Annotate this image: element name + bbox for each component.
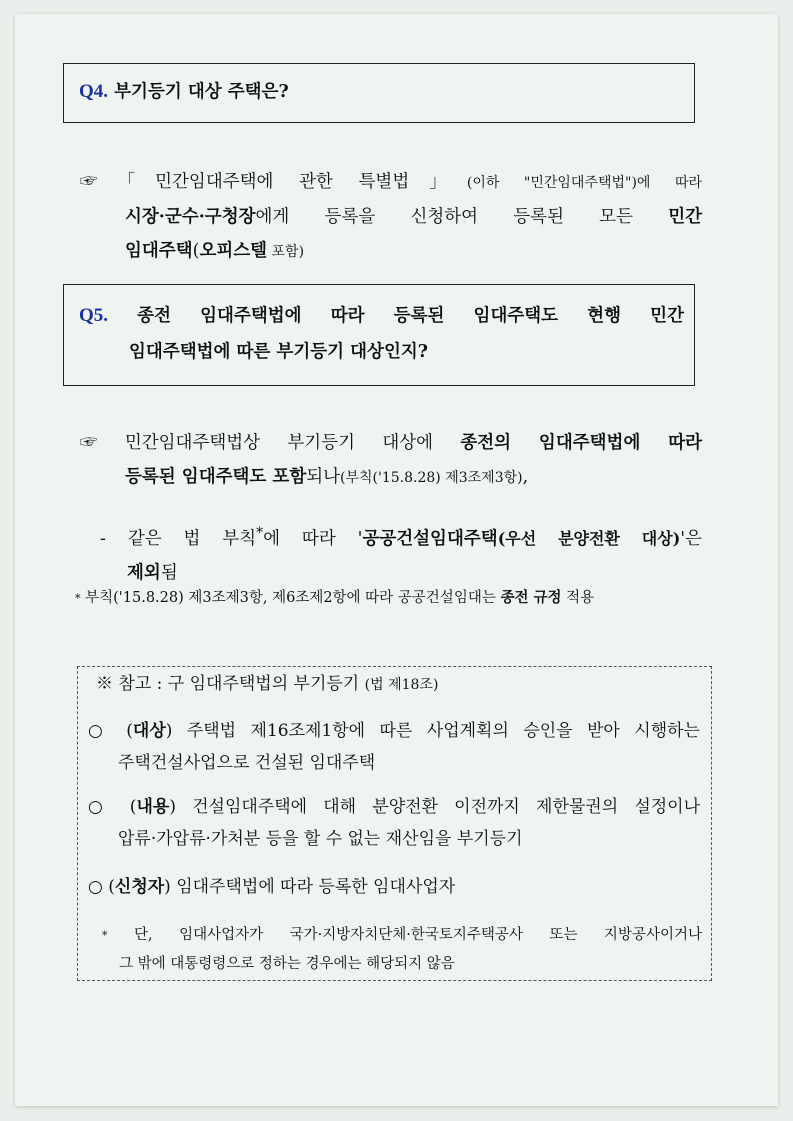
sub-line xyxy=(100,516,702,556)
law-name: 「민간임대주택에 관한 특별법」 xyxy=(97,172,467,192)
sub-text: 됨 xyxy=(160,562,178,583)
answer-line xyxy=(80,426,702,460)
answer-text: ( xyxy=(192,241,200,261)
pointing-hand-icon: ☞ xyxy=(80,433,98,453)
reference-mark-icon: ※ xyxy=(96,674,113,694)
answer-line xyxy=(80,460,702,495)
question-text: 부기등기 대상 주택은? xyxy=(108,82,289,102)
question-box-q5 xyxy=(63,284,695,386)
footnote-text: 부칙('15.8.28) 제3조제3항, 제6조제2항에 따라 공공건설임대는 xyxy=(80,590,501,606)
bold-text: 제외 xyxy=(127,562,161,583)
answer-line xyxy=(80,234,702,269)
answer-text: 에게 등록을 신청하여 등록된 모든 xyxy=(255,207,669,227)
question-line xyxy=(79,298,684,334)
reference-citation: (법 제18조) xyxy=(364,677,439,693)
item-line: 주택건설사업으로 건설된 임대주택 xyxy=(118,753,376,773)
reference-item xyxy=(88,871,700,903)
sub-text: 에 따라 ' xyxy=(263,528,363,549)
answer-line xyxy=(80,200,702,234)
question-number: Q5. xyxy=(79,305,109,326)
note-line: 그 밖에 대통령령으로 정하는 경우에는 해당되지 않음 xyxy=(119,956,455,972)
bold-text: 임대주택 xyxy=(125,241,193,261)
pointing-hand-icon: ☞ xyxy=(80,172,98,192)
item-text: ) 주택법 제16조제1항에 따른 사업계획의 승인을 받아 시행하는 xyxy=(165,721,700,741)
sub-text: '은 xyxy=(680,528,702,549)
item-line: ○ (대상) 주택법 제16조제1항에 따른 사업계획의 승인을 받아 시행하는 xyxy=(88,721,700,741)
item-line: ○ (신청자) 임대주택법에 따라 등록한 임대사업자 xyxy=(88,877,456,897)
reference-title xyxy=(96,667,438,702)
item-label: 신청자 xyxy=(114,877,165,897)
answer-q5 xyxy=(80,426,702,495)
bold-text: 종전의 임대주택법에 따라 xyxy=(460,433,703,453)
footnote xyxy=(75,588,705,609)
answer-text: 민간임대주택법상 부기등기 대상에 xyxy=(97,433,461,453)
abbrev-note: (이하 "민간임대주택법")에 따라 xyxy=(466,175,702,191)
footnote-mark: * xyxy=(256,525,264,541)
bold-text: 공공건설임대주택 xyxy=(362,528,498,549)
bold-text: 시장·군수·구청장 xyxy=(125,207,256,227)
sub-point xyxy=(100,516,702,590)
sub-line xyxy=(100,556,702,590)
answer-text: , xyxy=(522,467,529,487)
bold-text: 종전 규정 xyxy=(500,589,562,606)
question-text: 종전 임대주택법에 따라 등록된 임대주택도 현행 민간 xyxy=(108,306,684,326)
item-label: 대상 xyxy=(132,721,166,741)
bold-text: 등록된 임대주택도 포함 xyxy=(125,467,307,487)
question-line: 임대주택법에 따른 부기등기 대상인지? xyxy=(129,342,429,362)
reference-title-text: 참고 : 구 임대주택법의 부기등기 xyxy=(113,674,365,694)
answer-text: 포함) xyxy=(267,244,305,260)
item-line: 압류·가압류·가처분 등을 할 수 없는 재산임을 부기등기 xyxy=(118,829,523,849)
bold-text: 민간 xyxy=(668,207,702,227)
answer-line xyxy=(80,165,702,200)
footnote-text: 적용 xyxy=(561,590,595,606)
answer-q4 xyxy=(80,165,702,269)
question-box-q4 xyxy=(63,63,695,123)
reference-note xyxy=(102,921,702,979)
circle-bullet-icon: ○ xyxy=(88,797,114,817)
reference-item xyxy=(88,791,700,855)
item-line: ○ (내용) 건설임대주택에 대해 분양전환 이전까지 제한물권의 설정이나 xyxy=(88,797,701,817)
item-text: ) 건설임대주택에 대해 분양전환 이전까지 제한물권의 설정이나 xyxy=(169,797,701,817)
dash-bullet: - xyxy=(100,528,106,549)
note-line xyxy=(102,921,702,950)
footnote-mark: * xyxy=(102,929,108,942)
question-q5 xyxy=(79,298,684,370)
item-label: 내용 xyxy=(136,797,170,817)
circle-bullet-icon: ○ xyxy=(88,721,112,741)
sub-text: 같은 법 부칙 xyxy=(105,528,257,549)
reference-box xyxy=(77,666,712,981)
circle-bullet-icon: ○ xyxy=(88,877,103,897)
bold-text: 오피스텔 xyxy=(199,241,268,261)
bold-text: (우선 분양전환 대상) xyxy=(497,528,681,548)
citation: (부칙('15.8.28) 제3조제3항) xyxy=(340,470,523,486)
question-q4 xyxy=(79,74,684,110)
answer-text: 되나 xyxy=(306,467,341,487)
footnote-mark: * xyxy=(75,592,81,605)
reference-item xyxy=(88,715,700,779)
item-text: ) 임대주택법에 따라 등록한 임대사업자 xyxy=(164,877,456,897)
question-number: Q4. xyxy=(79,81,109,102)
note-text: 단, 임대사업자가 국가·지방자치단체·한국토지주택공사 또는 지방공사이거나 xyxy=(107,927,702,943)
